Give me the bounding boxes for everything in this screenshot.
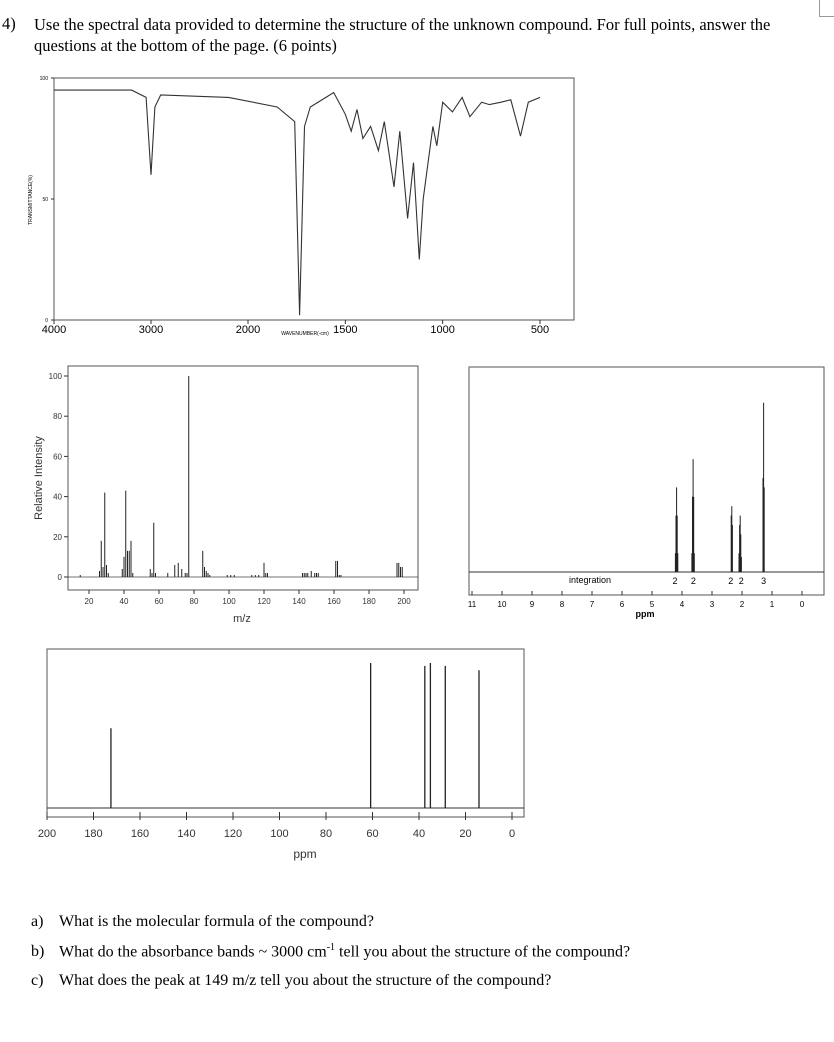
c-nmr-x-tick-label: 60	[366, 828, 379, 840]
ir-spectrum-chart	[20, 60, 580, 350]
mass-spectrum-chart	[20, 360, 430, 630]
ms-x-tick-label: 80	[189, 597, 199, 606]
c-nmr-x-tick-label: 20	[459, 828, 472, 840]
ir-plot-frame	[54, 78, 574, 320]
h-nmr-x-tick-label: 1	[769, 600, 775, 609]
h-nmr-x-tick-label: 2	[739, 600, 745, 609]
h-nmr-x-tick-label: 11	[467, 600, 477, 609]
c-nmr-x-tick-label: 100	[270, 828, 289, 840]
h-nmr-x-tick-label: 5	[649, 600, 655, 609]
question-a-text: What is the molecular formula of the compound?	[59, 913, 375, 930]
question-b-label: b)	[31, 943, 45, 961]
h-nmr-x-tick-label: 6	[619, 600, 625, 609]
ms-x-tick-label: 40	[119, 597, 129, 606]
h-nmr-chart	[460, 360, 834, 625]
ir-series-line	[54, 90, 540, 315]
h-nmr-x-tick-label: 0	[799, 600, 805, 609]
h-nmr-integration-value: 2	[728, 576, 734, 586]
c-nmr-x-tick-label: 140	[177, 828, 196, 840]
h-nmr-integration-value: 2	[738, 576, 744, 586]
ir-x-tick-label: 1000	[430, 324, 455, 336]
c-nmr-x-tick-label: 40	[412, 828, 426, 840]
h-nmr-x-tick-label: 8	[559, 600, 565, 609]
c-nmr-x-tick-label: 180	[84, 828, 103, 840]
question-text: Use the spectral data provided to determine the structure of the unknown compound. For full points, answer the questions at the bottom of the page. (6 points)	[34, 15, 771, 55]
ms-x-tick-label: 140	[292, 597, 306, 606]
ir-y-tick-label: 100	[39, 76, 48, 82]
ms-x-tick-label: 200	[397, 597, 411, 606]
ms-y-tick-label: 40	[53, 492, 62, 502]
ir-x-tick-label: 4000	[41, 324, 67, 336]
c-nmr-x-tick-label: 120	[223, 828, 243, 840]
ms-y-tick-label: 0	[57, 573, 62, 582]
ms-y-tick-label: 60	[53, 452, 62, 462]
question-a-label: a)	[31, 913, 44, 930]
ms-y-tick-label: 80	[53, 412, 62, 422]
question-b-text-before: What do the absorbance bands ~ 3000 cm	[59, 943, 327, 961]
ir-x-tick-label: 500	[530, 324, 550, 336]
h-nmr-x-tick-label: 9	[529, 600, 535, 609]
c-nmr-x-tick-label: 160	[130, 828, 150, 840]
question-b-superscript: -1	[326, 942, 336, 953]
h-nmr-x-tick-label: 10	[497, 600, 507, 609]
ms-x-tick-label: 120	[257, 597, 271, 606]
ms-y-tick-label: 20	[53, 532, 62, 542]
ir-x-tick-label: 2000	[235, 324, 261, 336]
h-nmr-integration-label: integration	[568, 575, 612, 585]
ms-x-tick-label: 60	[154, 597, 164, 606]
ms-x-tick-label: 160	[327, 597, 341, 606]
ms-plot-frame	[68, 366, 418, 590]
h-nmr-plot-frame	[469, 367, 824, 595]
ms-y-axis-label: Relative Intensity	[33, 436, 45, 520]
ms-x-axis-label: m/z	[233, 613, 251, 625]
c-nmr-x-tick-label: 80	[319, 828, 333, 840]
c-nmr-x-tick-label: 0	[508, 828, 516, 840]
h-nmr-integration-value: 2	[690, 576, 696, 586]
c-nmr-x-tick-label: 200	[37, 828, 57, 840]
h-nmr-x-axis-label: ppm	[635, 609, 655, 619]
ir-x-tick-label: 1500	[333, 324, 358, 336]
c-nmr-plot-frame	[47, 649, 524, 817]
question-number: 4)	[2, 14, 16, 33]
c-nmr-chart	[30, 645, 540, 870]
ir-x-tick-label: 3000	[138, 324, 164, 336]
question-b-text-after: tell you about the structure of the compound?	[335, 943, 631, 961]
question-b	[31, 942, 630, 961]
ir-x-axis-label: WAVENUMBER(-cm)	[281, 331, 329, 337]
h-nmr-x-tick-label: 3	[709, 600, 715, 609]
h-nmr-integration-value: 2	[672, 576, 678, 586]
ms-x-tick-label: 100	[222, 597, 236, 606]
ir-y-tick-label: 0	[45, 318, 48, 324]
h-nmr-integration-value: 3	[761, 576, 767, 586]
ms-x-tick-label: 20	[84, 597, 94, 606]
question-c-text: What does the peak at 149 m/z tell you about the structure of the compound?	[59, 972, 552, 989]
ir-y-axis-label: TRANSMITTANCE(%)	[28, 175, 34, 225]
h-nmr-x-tick-label: 4	[679, 600, 685, 609]
h-nmr-x-tick-label: 7	[589, 600, 595, 609]
c-nmr-x-axis-label: ppm	[293, 847, 317, 861]
ms-y-tick-label: 100	[48, 372, 62, 381]
ms-x-tick-label: 180	[362, 597, 376, 606]
question-c	[31, 972, 551, 990]
question-a	[31, 913, 374, 931]
ir-y-tick-label: 50	[42, 197, 48, 203]
question-c-label: c)	[31, 972, 44, 989]
